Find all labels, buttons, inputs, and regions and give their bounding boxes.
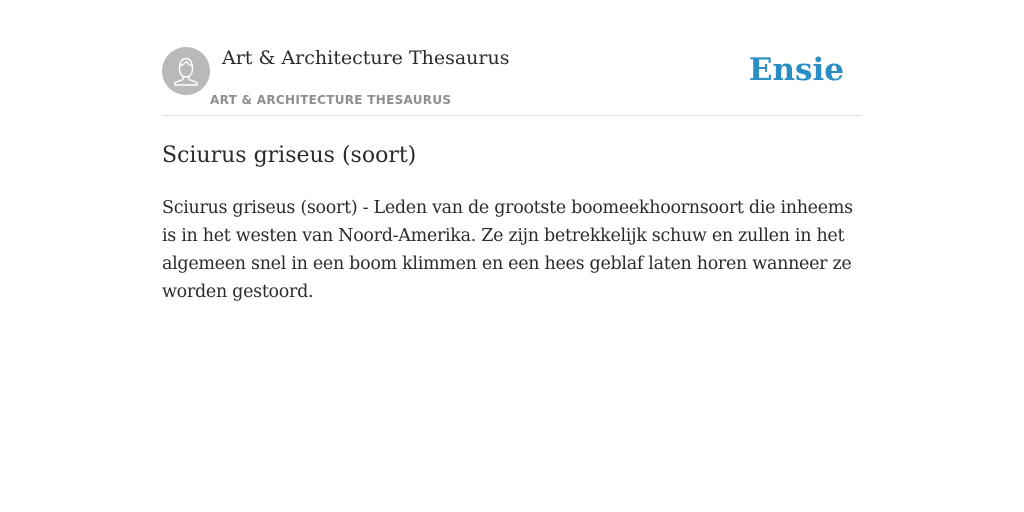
- brand-logo[interactable]: Ensie: [748, 52, 844, 88]
- avatar[interactable]: [162, 47, 210, 95]
- card-header: [162, 46, 862, 116]
- definition-card: [162, 46, 862, 306]
- entry-body: Sciurus griseus (soort) - Leden van de grootste boomeekhoornsoort die inheems is in het westen van Noord-Amerika. Ze zijn betrekkelijk schuw en zullen in het algemeen snel in een boom klimmen en een hees geblaf laten horen wanneer ze worden gestoord.: [162, 198, 853, 302]
- entry-title: Sciurus griseus (soort): [162, 143, 417, 168]
- source-name[interactable]: Art & Architecture Thesaurus: [222, 47, 510, 69]
- user-outline-icon: [162, 47, 210, 95]
- source-tag-link[interactable]: ART & ARCHITECTURE THESAURUS: [210, 93, 452, 107]
